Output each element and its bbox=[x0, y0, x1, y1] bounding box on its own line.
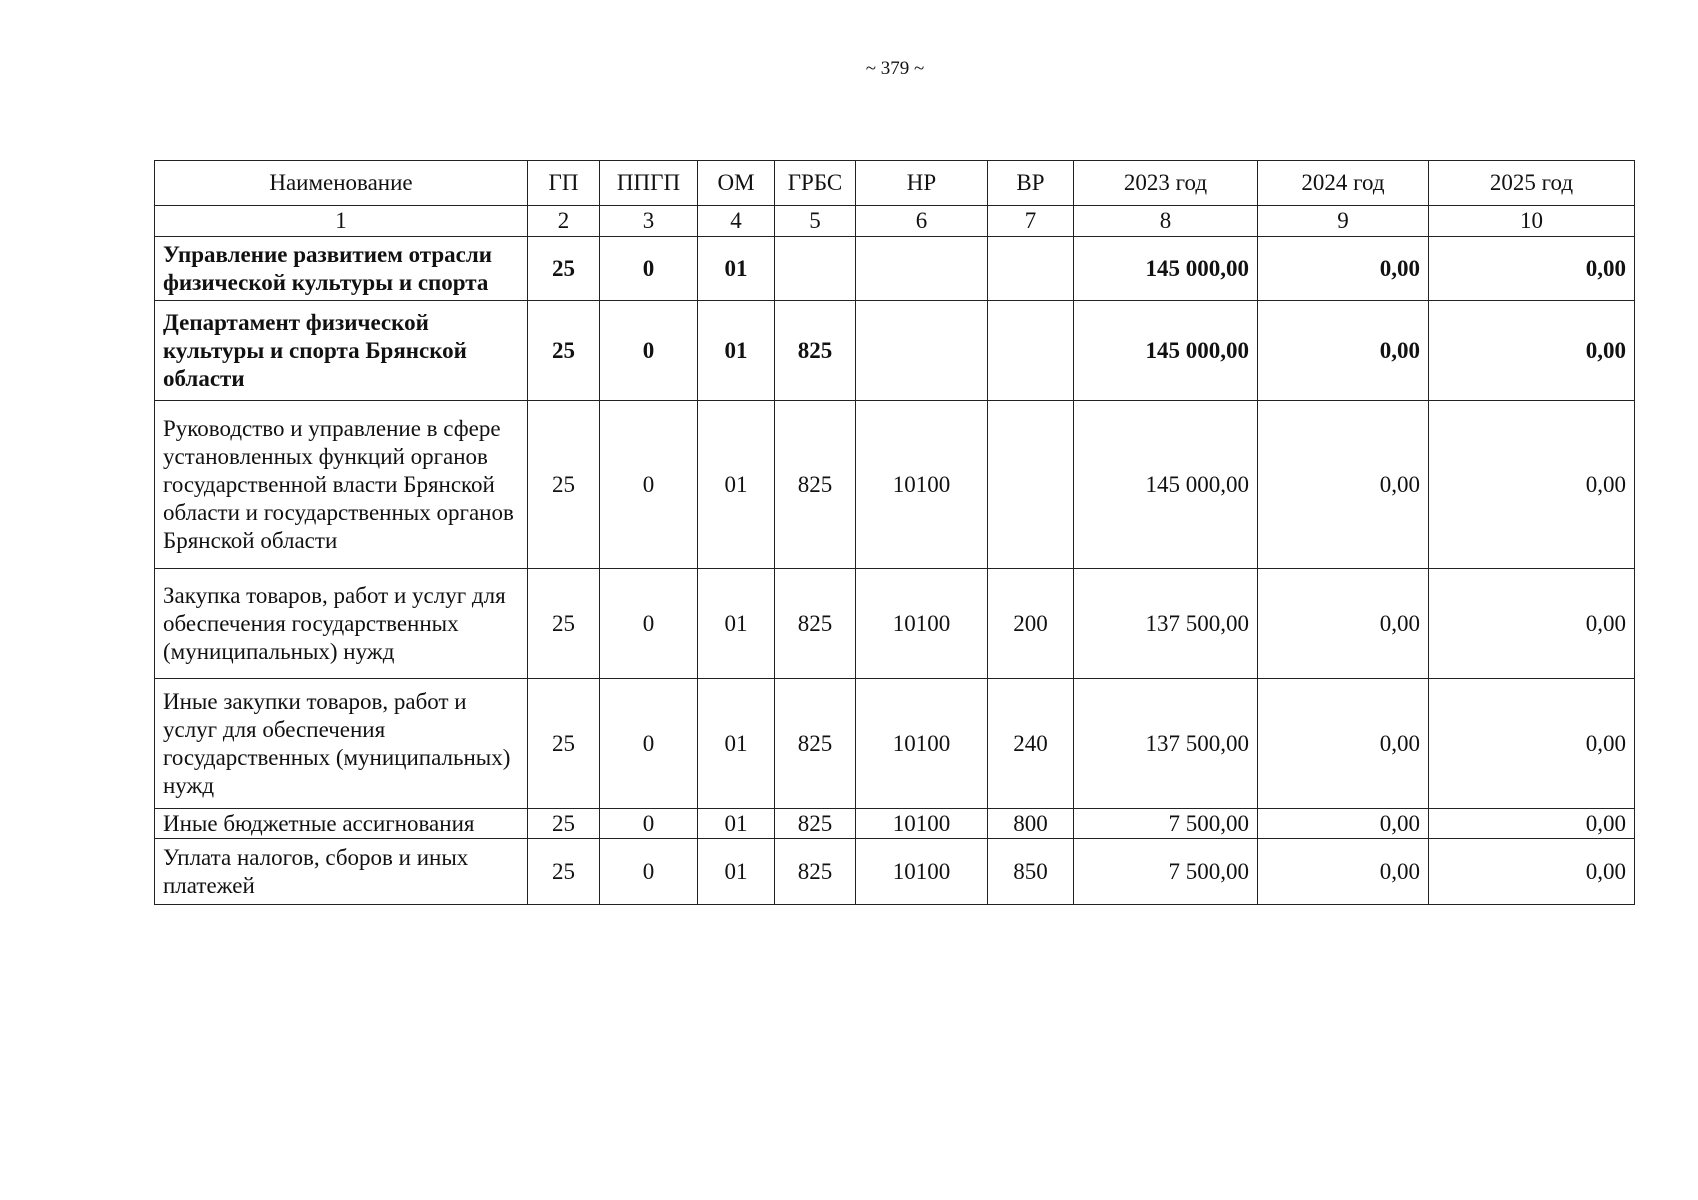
cell-2023: 145 000,00 bbox=[1074, 401, 1258, 569]
column-number: 10 bbox=[1429, 206, 1635, 237]
cell-grbs: 825 bbox=[775, 569, 856, 679]
header-vr: ВР bbox=[988, 161, 1074, 206]
cell-om: 01 bbox=[698, 401, 775, 569]
cell-grbs: 825 bbox=[775, 401, 856, 569]
header-2025: 2025 год bbox=[1429, 161, 1635, 206]
header-grbs: ГРБС bbox=[775, 161, 856, 206]
table-row bbox=[155, 679, 1635, 809]
header-gp: ГП bbox=[528, 161, 600, 206]
cell-vr: 200 bbox=[988, 569, 1074, 679]
cell-om: 01 bbox=[698, 809, 775, 839]
cell-nr bbox=[856, 237, 988, 301]
row-name: Закупка товаров, работ и услуг для обеспечения государственных (муниципальных) нужд bbox=[155, 569, 528, 679]
cell-om: 01 bbox=[698, 679, 775, 809]
cell-2024: 0,00 bbox=[1258, 401, 1429, 569]
cell-ppgp: 0 bbox=[600, 809, 698, 839]
cell-grbs bbox=[775, 237, 856, 301]
column-number: 3 bbox=[600, 206, 698, 237]
cell-vr bbox=[988, 301, 1074, 401]
table-row bbox=[155, 237, 1635, 301]
cell-nr: 10100 bbox=[856, 839, 988, 905]
column-number: 5 bbox=[775, 206, 856, 237]
cell-ppgp: 0 bbox=[600, 839, 698, 905]
cell-nr: 10100 bbox=[856, 401, 988, 569]
cell-ppgp: 0 bbox=[600, 301, 698, 401]
row-name: Департамент физической культуры и спорта Брянской области bbox=[155, 301, 528, 401]
cell-2023: 7 500,00 bbox=[1074, 809, 1258, 839]
row-name: Уплата налогов, сборов и иных платежей bbox=[155, 839, 528, 905]
cell-gp: 25 bbox=[528, 401, 600, 569]
cell-om: 01 bbox=[698, 839, 775, 905]
cell-2025: 0,00 bbox=[1429, 809, 1635, 839]
cell-2023: 137 500,00 bbox=[1074, 679, 1258, 809]
cell-gp: 25 bbox=[528, 839, 600, 905]
cell-vr bbox=[988, 401, 1074, 569]
column-number: 6 bbox=[856, 206, 988, 237]
cell-nr: 10100 bbox=[856, 569, 988, 679]
cell-grbs: 825 bbox=[775, 679, 856, 809]
cell-ppgp: 0 bbox=[600, 237, 698, 301]
column-number-row bbox=[155, 206, 1635, 237]
cell-grbs: 825 bbox=[775, 809, 856, 839]
header-ppgp: ППГП bbox=[600, 161, 698, 206]
header-name: Наименование bbox=[155, 161, 528, 206]
column-number: 4 bbox=[698, 206, 775, 237]
cell-2024: 0,00 bbox=[1258, 237, 1429, 301]
column-number: 7 bbox=[988, 206, 1074, 237]
header-2023: 2023 год bbox=[1074, 161, 1258, 206]
cell-ppgp: 0 bbox=[600, 679, 698, 809]
cell-2023: 7 500,00 bbox=[1074, 839, 1258, 905]
cell-gp: 25 bbox=[528, 679, 600, 809]
header-nr: НР bbox=[856, 161, 988, 206]
cell-om: 01 bbox=[698, 301, 775, 401]
page-number: ~ 379 ~ bbox=[865, 58, 925, 79]
cell-2023: 145 000,00 bbox=[1074, 301, 1258, 401]
cell-2025: 0,00 bbox=[1429, 679, 1635, 809]
cell-gp: 25 bbox=[528, 809, 600, 839]
cell-2024: 0,00 bbox=[1258, 301, 1429, 401]
cell-2025: 0,00 bbox=[1429, 237, 1635, 301]
column-number: 8 bbox=[1074, 206, 1258, 237]
cell-ppgp: 0 bbox=[600, 401, 698, 569]
cell-2024: 0,00 bbox=[1258, 839, 1429, 905]
cell-nr bbox=[856, 301, 988, 401]
column-number: 9 bbox=[1258, 206, 1429, 237]
cell-ppgp: 0 bbox=[600, 569, 698, 679]
cell-2024: 0,00 bbox=[1258, 569, 1429, 679]
cell-grbs: 825 bbox=[775, 301, 856, 401]
cell-gp: 25 bbox=[528, 301, 600, 401]
cell-vr bbox=[988, 237, 1074, 301]
cell-gp: 25 bbox=[528, 569, 600, 679]
cell-2023: 145 000,00 bbox=[1074, 237, 1258, 301]
cell-2025: 0,00 bbox=[1429, 401, 1635, 569]
cell-om: 01 bbox=[698, 569, 775, 679]
cell-vr: 800 bbox=[988, 809, 1074, 839]
row-name: Иные закупки товаров, работ и услуг для обеспечения государственных (муниципальных) нужд bbox=[155, 679, 528, 809]
header-row bbox=[155, 161, 1635, 206]
cell-2024: 0,00 bbox=[1258, 679, 1429, 809]
cell-grbs: 825 bbox=[775, 839, 856, 905]
table-row bbox=[155, 569, 1635, 679]
cell-2025: 0,00 bbox=[1429, 301, 1635, 401]
table-row bbox=[155, 301, 1635, 401]
column-number: 1 bbox=[155, 206, 528, 237]
row-name: Управление развитием отрасли физической культуры и спорта bbox=[155, 237, 528, 301]
cell-2025: 0,00 bbox=[1429, 569, 1635, 679]
row-name: Иные бюджетные ассигнования bbox=[155, 809, 528, 839]
cell-2024: 0,00 bbox=[1258, 809, 1429, 839]
header-2024: 2024 год bbox=[1258, 161, 1429, 206]
table-row bbox=[155, 809, 1635, 839]
cell-2025: 0,00 bbox=[1429, 839, 1635, 905]
column-number: 2 bbox=[528, 206, 600, 237]
cell-nr: 10100 bbox=[856, 809, 988, 839]
cell-vr: 240 bbox=[988, 679, 1074, 809]
row-name: Руководство и управление в сфере установленных функций органов государственной власти Брянской области и государственных органов Брянской области bbox=[155, 401, 528, 569]
cell-2023: 137 500,00 bbox=[1074, 569, 1258, 679]
table-row bbox=[155, 401, 1635, 569]
cell-om: 01 bbox=[698, 237, 775, 301]
cell-nr: 10100 bbox=[856, 679, 988, 809]
cell-vr: 850 bbox=[988, 839, 1074, 905]
table-row bbox=[155, 839, 1635, 905]
budget-table bbox=[154, 160, 1635, 905]
header-om: ОМ bbox=[698, 161, 775, 206]
cell-gp: 25 bbox=[528, 237, 600, 301]
